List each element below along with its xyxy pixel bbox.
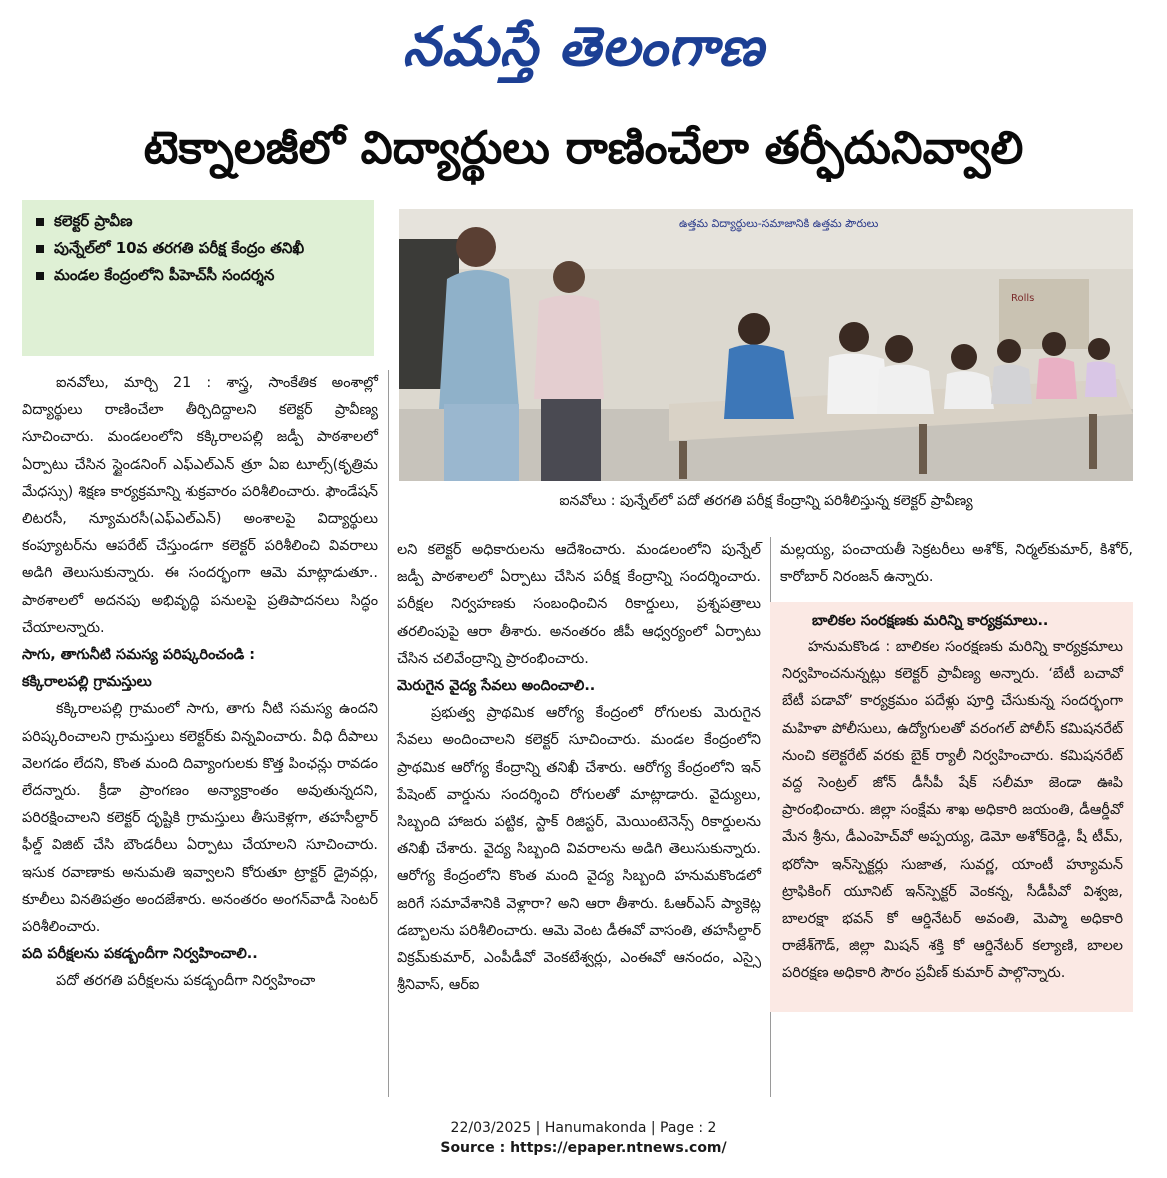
article-headline: టెక్నాలజీలో విద్యార్థులు రాణించేలా తర్ఫీదునివ్వాలి <box>143 121 1024 174</box>
paragraph: ఐనవోలు, మార్చి 21 : శాస్త్ర, సాంకేతిక అంశాల్లో విద్యార్థులు రాణించేలా తీర్చిదిద్దాలని కలెక్టర్ ప్రావీణ్య సూచించారు. మండలంలోని కక్కిరాలపల్లి జడ్పీ పాఠశాలలో ఏర్పాటు చేసిన స్టైండనింగ్ ఎఫ్‌ఎల్‌ఎన్ త్రూ ఏఐ టూల్స్(కృత్రిమ మేధస్సు) శిక్షణ కార్యక్రమాన్ని శుక్రవారం పరిశీలించారు. ఫౌండేషన్ లిటరసీ, న్యూమరసీ(ఎఫ్‌ఎల్‌ఎన్) అంశాలపై విద్యార్థులు కంప్యూటర్‌ను ఆపరేట్ చేస్తుండగా కలెక్టర్ పరిశీలించి వివరాలు అడిగి తెలుసుకున్నారు. ఈ సందర్భంగా ఆమె మాట్లాడుతూ.. పాఠశాలలో అదనపు అభివృద్ధి పనులపై ప్రతిపాదనలు సిద్ధం చేయాలన్నారు. <box>22 375 378 636</box>
sidebox-title: బాలికల సంరక్షణకు మరిన్ని కార్యక్రమాలు.. <box>812 613 1049 629</box>
article-column-3 <box>780 537 1133 597</box>
column-divider <box>388 370 389 1097</box>
subheading: కక్కిరాలపల్లి గ్రామస్తులు <box>22 674 152 691</box>
highlight-item: మండల కేంద్రంలోని పీహెచ్‌సీ సందర్శన <box>32 262 364 289</box>
article-column-2 <box>397 537 761 1097</box>
article-column-1 <box>22 370 378 1090</box>
photo-caption: ఐనవోలు : పున్నేల్‌లో పదో తరగతి పరీక్ష కేంద్రాన్ని పరిశీలిస్తున్న కలెక్టర్ ప్రావీణ్య <box>559 493 973 509</box>
footer-source: Source : https://epaper.ntnews.com/ <box>440 1140 727 1156</box>
board-text: Rolls <box>1011 293 1035 304</box>
newspaper-masthead: నమస్తే తెలంగాణ <box>402 14 765 78</box>
banner-text: ఉత్తమ విద్యార్థులు-సమాజానికి ఉత్తమ పౌరులు <box>679 217 879 230</box>
subheading: మెరుగైన వైద్య సేవలు అందించాలి.. <box>397 678 596 695</box>
sidebox-body: హనుమకొండ : బాలికల సంరక్షణకు మరిన్ని కార్యక్రమాలు నిర్వహించనున్నట్లు కలెక్టర్ ప్రావీణ్య అన్నారు. ‘బేటీ బచావో బేటీ పడావో’ కార్యక్రమం పదేళ్లు పూర్తి చేసుకున్న సందర్భంగా మహిళా పోలీసులు, ఉద్యోగులతో వరంగల్ పోలీస్ కమిషనరేట్ నుంచి కలెక్టరేట్ వరకు బైక్ ర్యాలీ నిర్వహించారు. కమిషనరేట్ వద్ద సెంట్రల్ జోన్ డీసీపీ షేక్ సలీమా జెండా ఊపి ప్రారంభించారు. జిల్లా సంక్షేమ శాఖ అధికారి జయంతి, డీఆర్డీవో మేన శ్రీను, డీఎంహెచ్‌వో అప్పయ్య, డెమో అశోక్‌రెడ్డి, షీ టీమ్, భరోసా ఇన్‌స్పెక్టర్లు సుజాత, సువర్ణ, యాంటీ హ్యూమన్ ట్రాఫికింగ్ యూనిట్ ఇన్‌స్పెక్టర్ వెంకన్న, సీడీపీవో విశ్వజ, బాలరక్షా భవన్ కో ఆర్డినేటర్ అవంతి, మెప్మా అధికారి రాజేశ్‌గౌడ్, జిల్లా మిషన్ శక్తి కో ఆర్డినేటర్ కల్యాణి, బాలల పరిరక్షణ అధికారి సౌరం ప్రవీణ్ కుమార్ పాల్గొన్నారు. <box>782 639 1123 982</box>
highlight-item: కలెక్టర్ ప్రావీణ <box>32 208 364 235</box>
sidebar-news-box <box>770 602 1133 1012</box>
paragraph: కక్కిరాలపల్లి గ్రామంలో సాగు, తాగు నీటి సమస్య ఉందని పరిష్కరించాలని గ్రామస్తులు కలెక్టర్‌కు విన్నవించారు. వీధి దీపాలు వెలగడం లేదని, కొంత మంది దివ్యాంగులకు కొత్త పింఛన్లు రావడం లేదన్నారు. క్రీడా ప్రాంగణం అన్యాక్రాంతం అవుతున్నదని, పరిరక్షించాలని కలెక్టర్ దృష్టికి గ్రామస్తులు తీసుకెళ్లగా, తహసీల్దార్ ఫీల్డ్ విజిట్ చేసి బౌండరీలు ఏర్పాటు చేయాలని సూచించారు. ఇసుక రవాణాకు అనుమతి ఇవ్వాలని కోరుతూ ట్రాక్టర్ డ్రైవర్లు, కూలీలు వినతిపత్రం అందజేశారు. అనంతరం అంగన్‌వాడీ సెంటర్ పరిశీలించారు. <box>22 701 378 936</box>
news-photo <box>399 209 1133 481</box>
paragraph: లని కలెక్టర్ అధికారులను ఆదేశించారు. మండలంలోని పున్నేల్ జడ్పీ పాఠశాలలో ఏర్పాటు చేసిన పరీక్ష కేంద్రాన్ని సందర్శించారు. పరీక్షల నిర్వహణకు సంబంధించిన రికార్డులు, ప్రశ్నపత్రాలు తరలింపుపై ఆరా తీశారు. అనంతరం జీపీ ఆధ్వర్యంలో ఏర్పాటు చేసిన చలివేంద్రాన్ని ప్రారంభించారు. <box>397 542 761 667</box>
highlight-item: పున్నేల్‌లో 10వ తరగతి పరీక్ష కేంద్రం తనిఖీ <box>32 235 364 262</box>
paragraph: పదో తరగతి పరీక్షలను పకడ్బందీగా నిర్వహించా <box>56 973 316 990</box>
highlights-box <box>22 200 374 356</box>
subheading: పది పరీక్షలను పకడ్బందీగా నిర్వహించాలి.. <box>22 946 258 963</box>
paragraph: మల్లయ్య, పంచాయతీ సెక్రటరీలు అశోక్, నిర్మల్‌కుమార్, కిశోర్, కారోబార్ నిరంజన్ ఉన్నారు. <box>780 542 1133 586</box>
paragraph: ప్రభుత్వ ప్రాథమిక ఆరోగ్య కేంద్రంలో రోగులకు మెరుగైన సేవలు అందించాలని కలెక్టర్ సూచించారు. మండల కేంద్రంలోని ప్రాథమిక ఆరోగ్య కేంద్రాన్ని తనిఖీ చేశారు. ఆరోగ్య కేంద్రంలోని ఇన్ పేషెంట్ వార్డును సందర్శించి రోగులతో మాట్లాడారు. వైద్యులు, సిబ్బంది హాజరు పట్టిక, స్టాక్ రిజిస్టర్, మెయింటెనెన్స్ రికార్డులను తనిఖీ చేశారు. వైద్య సిబ్బంది వివరాలను అడిగి తెలుసుకున్నారు. ఆరోగ్య కేంద్రంలోని కొంత మంది వైద్య సిబ్బంది హనుమకొండలో జరిగే సమావేశానికి వెళ్లారా? అని ఆరా తీశారు. ఓఆర్‌ఎస్ ప్యాకెట్ల డబ్బాలను పరిశీలించారు. ఆమె వెంట డీఈవో వాసంతి, తహసీల్దార్ విక్రమ్‌కుమార్, ఎంపీడీవో వెంకటేశ్వర్లు, ఎంఈవో ఆనందం, ఎస్సై శ్రీనివాస్, ఆర్‌ఐ <box>397 705 761 994</box>
footer-date-edition: 22/03/2025 | Hanumakonda | Page : 2 <box>450 1120 717 1136</box>
subheading: సాగు, తాగునీటి సమస్య పరిష్కరించండి : <box>22 647 256 664</box>
